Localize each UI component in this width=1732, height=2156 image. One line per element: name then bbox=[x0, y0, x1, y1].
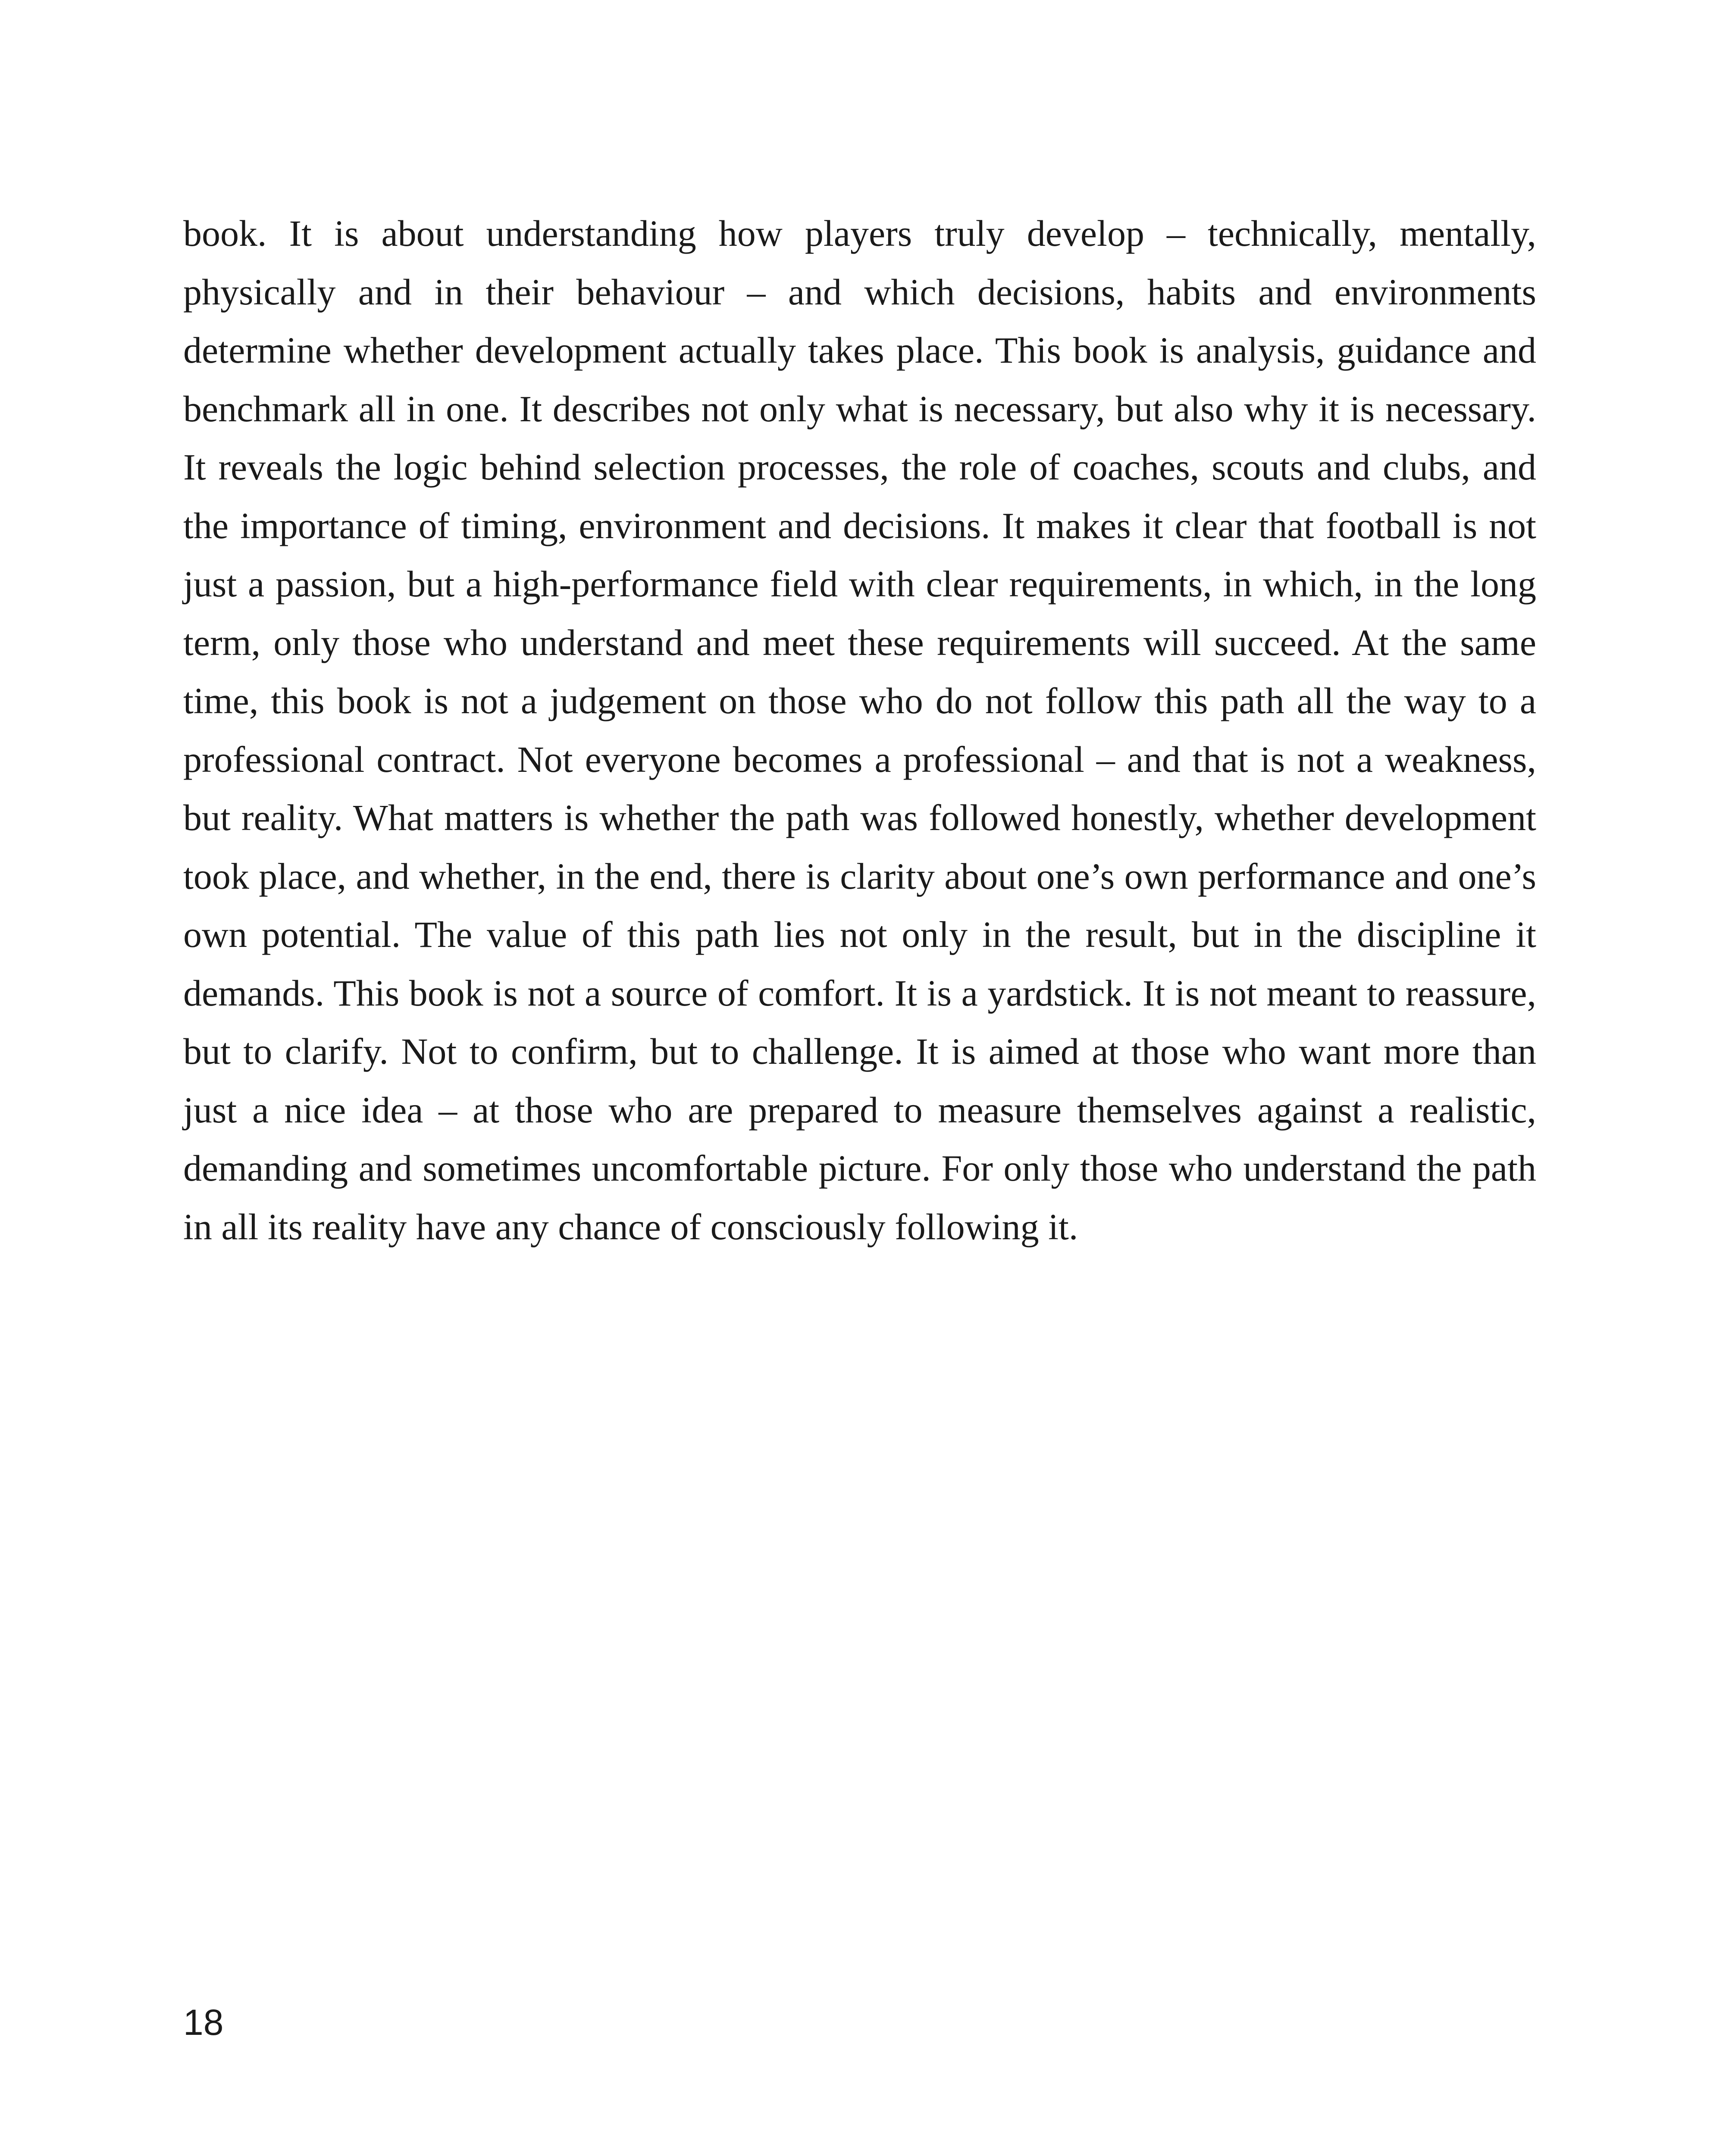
body-paragraph: book. It is about understanding how players truly develop – technically, mentally, physically and in their behaviour – and which decisions, habits and environments determine whether development actually takes place. This book is analysis, guidance and benchmark all in one. It describes not only what is necessary, but also why it is necessary. It reveals the logic behind selection processes, the role of coaches, scouts and clubs, and the importance of timing, environment and decisions. It makes it clear that football is not just a passion, but a high-performance field with clear requirements, in which, in the long term, only those who understand and meet these requirements will succeed. At the same time, this book is not a judgement on those who do not follow this path all the way to a professional contract. Not everyone becomes a professional – and that is not a weakness, but reality. What matters is whether the path was followed honestly, whether development took place, and whether, in the end, there is clarity about one’s own performance and one’s own potential. The value of this path lies not only in the result, but in the discipline it demands. This book is not a source of comfort. It is a yardstick. It is not meant to reassure, but to clarify. Not to confirm, but to challenge. It is aimed at those who want more than just a nice idea – at those who are prepared to measure themselves against a realistic, demanding and sometimes uncomfortable picture. For only those who understand the path in all its reality have any chance of consciously following it. bbox=[183, 213, 1536, 1247]
page-number: 18 bbox=[183, 2002, 224, 2043]
